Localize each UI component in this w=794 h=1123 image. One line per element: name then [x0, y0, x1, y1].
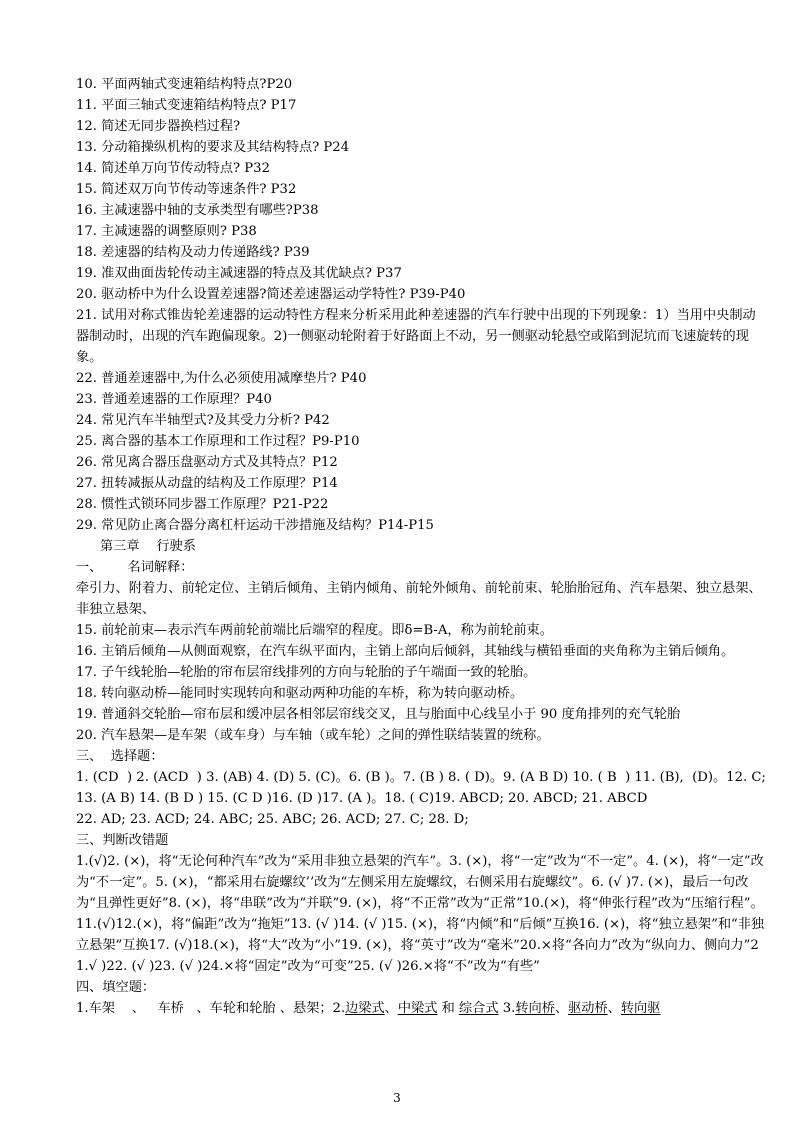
definition-item: 15. 前轮前束—表示汽车两前轮前端比后端窄的程度。即δ=B-A，称为前轮前束。	[76, 623, 553, 638]
fill-answer-5: 驱动桥	[568, 1001, 608, 1016]
definition-item: 18. 转向驱动桥—能同时实现转向和驱动两种功能的车桥，称为转向驱动桥。	[76, 686, 524, 701]
fill-answer-4: 转向桥	[515, 1001, 555, 1016]
fill-answer-1: 边梁式	[345, 1001, 385, 1016]
question-item: 27. 扭转减振从动盘的结构及工作原理？P14	[76, 476, 338, 491]
question-item: 22. 普通差速器中,为什么必须使用减摩垫片? P40	[76, 371, 367, 386]
question-item: 11. 平面三轴式变速箱结构特点? P17	[76, 98, 297, 113]
fill-prefix: 1.车架 、 车桥 、车轮和轮胎 、悬架；2.	[76, 1001, 346, 1016]
section-title-fill: 四、填空题：	[76, 980, 156, 995]
definition-item: 16. 主销后倾角—从侧面观察，在汽车纵平面内，主销上部向后倾斜，其轴线与横铅垂面的夹角称为主销后倾角。	[76, 644, 735, 659]
fill-sep-3: 3.	[498, 1001, 516, 1016]
question-item: 21. 试用对称式锥齿轮差速器的运动特性方程来分析采用此种差速器的汽车行驶中出现的下列现象：1）当用中央制动器制动时，出现的汽车跑偏现象。2)一侧驱动轮附着于好路面上不动，另一侧驱动轮悬空或陷到泥坑而飞速旋转的现象。	[76, 308, 756, 365]
fill-sep-4: 、	[554, 1001, 569, 1016]
question-item: 12. 简述无同步器换档过程?	[76, 119, 241, 134]
question-item: 29. 常见防止离合器分离杠杆运动干涉措施及结构？P14-P15	[76, 518, 434, 533]
choice-answers	[76, 767, 771, 830]
section-title-terms: 一、 名词解释：	[76, 560, 194, 575]
question-item: 16. 主减速器中轴的支承类型有哪些?P38	[76, 203, 319, 218]
page-number: 3	[393, 1091, 401, 1105]
question-item: 13. 分动箱操纵机构的要求及其结构特点? P24	[76, 140, 350, 155]
fill-sep-2: 和	[437, 1001, 459, 1016]
page-content	[76, 74, 771, 1019]
terms-list: 牵引力、附着力、前轮定位、主销后倾角、主销内倾角、前轮外倾角、前轮前束、轮胎胎冠角、汽车悬架、独立悬架、非独立悬架、	[76, 581, 762, 617]
fill-answer-6: 转向驱	[620, 1001, 661, 1016]
chapter-title: 第三章 行驶系	[100, 539, 196, 554]
choice-answer-line: 1. (CD ) 2. (ACD ) 3. (AB) 4. (D) 5. (C)。6. (B )。7. (B ) 8. ( D)。9. (A B D) 10. ( B ) 11. (B), (D)。12. C; 13. (A B) 14. (B D ) 15. (C D )16. (D )17. (A )。18. ( C)19. ABCD; 20. ABCD; 21. ABCD	[76, 770, 771, 806]
fill-sep-5: 、	[607, 1001, 621, 1016]
question-item: 10. 平面两轴式变速箱结构特点?P20	[76, 77, 293, 92]
judge-answers: 1.(√)2. (×)，将“无论何种汽车”改为“采用非独立悬架的汽车”。3. (×)，将“一定”改为“不一定”。4. (×)，将“一定”改为“不一定”。5. (×)，“都采用右旋螺纹’’改为“左侧采用左旋螺纹，右侧采用右旋螺纹”。6. (√ )7. (×)，最后一句改为“且弹性更好”8. (×)，将“串联”改为“并联”9. (×)，将“不正常”改为“正常”10.(×)，将“伸张行程”改为“压缩行程”。11.(√)12.(×)，将“偏距”改为“拖矩”13. (√ )14. (√ )15. (×)，将“内倾”和“后倾”互换16. (×)，将“独立悬架”和“非独立悬架”互换17. (√)18.(×)，将“大”改为“小”19. (×)，将“英寸”改为“毫米”20.×将“各向力”改为“纵向力、侧向力”21.√ )22. (√ )23. (√ )24.×将“固定”改为“可变”25. (√ )26.×将“不”改为“有些”	[76, 854, 765, 974]
question-item: 28. 惯性式锁环同步器工作原理？P21-P22	[76, 497, 329, 512]
definition-item: 17. 子午线轮胎—轮胎的帘布层帘线排列的方向与轮胎的子午端面一致的轮胎。	[76, 665, 537, 680]
question-item: 23. 普通差速器的工作原理？P40	[76, 392, 272, 407]
fill-answer-3: 综合式	[458, 1001, 499, 1016]
fill-answers	[76, 998, 766, 1019]
choice-answer-line: 22. AD; 23. ACD; 24. ABC; 25. ABC; 26. ACD; 27. C; 28. D;	[76, 812, 469, 827]
review-questions	[76, 74, 766, 536]
section-title-judge: 三、判断改错题	[76, 833, 169, 848]
section-title-choices: 三、 选择题：	[76, 749, 164, 764]
question-item: 24. 常见汽车半轴型式?及其受力分析? P42	[76, 413, 330, 428]
fill-sep-1: 、	[384, 1001, 398, 1016]
fill-answer-2: 中梁式	[397, 1001, 438, 1016]
question-item: 25. 离合器的基本工作原理和工作过程？P9-P10	[76, 434, 360, 449]
question-item: 17. 主减速器的调整原则? P38	[76, 224, 257, 239]
question-item: 14. 简述单万向节传动特点? P32	[76, 161, 270, 176]
definitions-list	[76, 620, 766, 746]
question-item: 18. 差速器的结构及动力传递路线? P39	[76, 245, 310, 260]
question-item: 20. 驱动桥中为什么设置差速器?简述差速器运动学特性? P39-P40	[76, 287, 466, 302]
question-item: 15. 简述双万向节传动等速条件? P32	[76, 182, 297, 197]
question-item: 26. 常见离合器压盘驱动方式及其特点？P12	[76, 455, 338, 470]
definition-item: 19. 普通斜交轮胎—帘布层和缓冲层各相邻层帘线交叉，且与胎面中心线呈小于 90 度角排列的充气轮胎	[76, 707, 681, 722]
question-item: 19. 准双曲面齿轮传动主减速器的特点及其优缺点? P37	[76, 266, 402, 281]
definition-item: 20. 汽车悬架—是车架（或车身）与车轴（或车轮）之间的弹性联结装置的统称。	[76, 728, 550, 743]
